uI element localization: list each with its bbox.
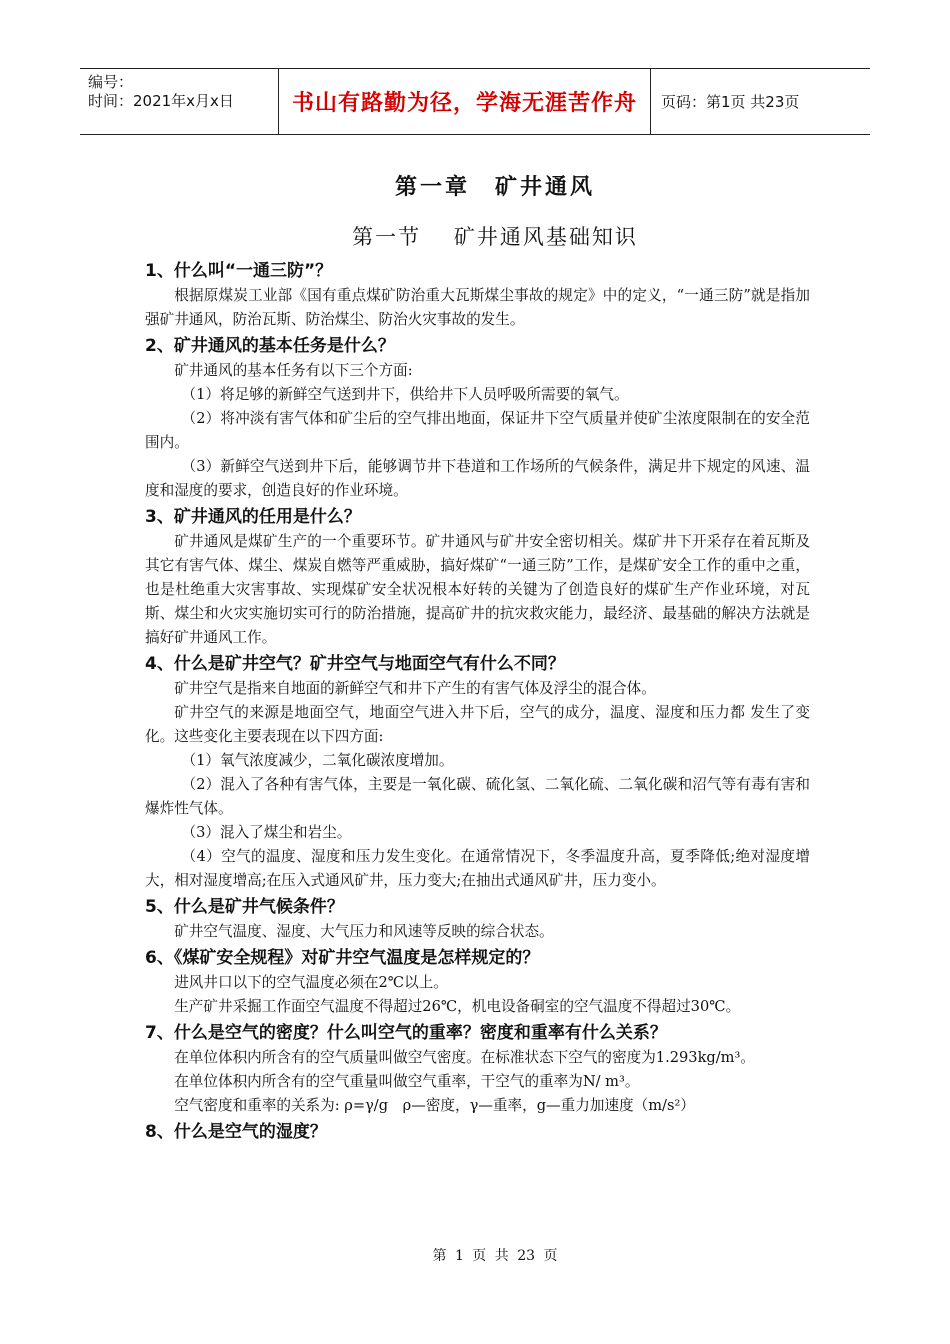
answer-paragraph: （2）混入了各种有害气体，主要是一氧化碳、硫化氢、二氧化硫、二氧化碳和沼气等有毒有害和爆炸性气体。	[145, 776, 810, 817]
header-meta	[80, 69, 278, 134]
answer-paragraph: （3）新鲜空气送到井下后，能够调节井下巷道和工作场所的气候条件，满足井下规定的风速、温度和湿度的要求，创造良好的作业环境。	[145, 458, 810, 499]
answer-paragraph: 进风井口以下的空气温度必须在2℃以上。	[174, 974, 448, 991]
chapter-title: 第一章 矿井通风	[394, 175, 595, 200]
question-title: 3、矿井通风的任用是什么？	[145, 507, 361, 527]
answer-paragraph: 矿井通风是煤矿生产的一个重要环节。矿井通风与矿井安全密切相关。煤矿井下开采存在着瓦斯及其它有害气体、煤尘、煤炭自燃等严重威胁，搞好煤矿“一通三防”工作，是煤矿安全工作的重中之重，也是杜绝重大灾害事故、实现煤矿安全状况根本好转的关键为了创造良好的煤矿生产作业环境，对瓦斯、煤尘和火灾实施切实可行的防治措施，提高矿井的抗灾救灾能力，最经济、最基础的解决方法就是搞好矿井通风工作。	[145, 533, 810, 646]
answer-paragraph: （3）混入了煤尘和岩尘。	[181, 824, 352, 841]
question-title: 2、矿井通风的基本任务是什么？	[145, 336, 395, 356]
answer-paragraph: （2）将冲淡有害气体和矿尘后的空气排出地面，保证井下空气质量并使矿尘浓度限制在的安全范围内。	[145, 410, 810, 451]
answer-paragraph: 根据原煤炭工业部《国有重点煤矿防治重大瓦斯煤尘事故的规定》中的定义，“一通三防”就是指加强矿井通风，防治瓦斯、防治煤尘、防治火灾事故的发生。	[145, 287, 810, 328]
question-title: 4、什么是矿井空气？矿井空气与地面空气有什么不同？	[145, 654, 565, 674]
answer-paragraph: （1）氧气浓度减少，二氧化碳浓度增加。	[181, 752, 454, 769]
answer-paragraph: 矿井空气温度、湿度、大气压力和风速等反映的综合状态。	[174, 923, 554, 940]
document-body	[145, 257, 810, 1145]
answer-paragraph: 空气密度和重率的关系为: ρ=γ/g ρ—密度，γ—重率，g—重力加速度（m/s²）	[174, 1097, 695, 1114]
date-label: 时间：2021年x月x日	[88, 92, 234, 110]
question-title: 7、什么是空气的密度？什么叫空气的重率？密度和重率有什么关系？	[145, 1023, 667, 1043]
answer-paragraph: 生产矿井采掘工作面空气温度不得超过26℃，机电设备硐室的空气温度不得超过30℃。	[174, 998, 741, 1015]
section-title: 第一节 矿井通风基础知识	[352, 225, 638, 249]
header-page-info: 页码：第1页 共23页	[661, 93, 800, 111]
answer-paragraph: （1）将足够的新鲜空气送到井下，供给井下人员呼吸所需要的氧气。	[181, 386, 629, 403]
question-title: 8、什么是空气的湿度？	[145, 1122, 327, 1142]
page-header	[80, 68, 870, 135]
header-motto: 书山有路勤为径，学海无涯苦作舟	[278, 69, 651, 134]
question-title: 5、什么是矿井气候条件？	[145, 897, 344, 917]
question-title: 1、什么叫“一通三防”？	[145, 261, 333, 281]
answer-paragraph: 在单位体积内所含有的空气质量叫做空气密度。在标准状态下空气的密度为1.293kg/m³。	[174, 1049, 755, 1066]
number-label: 编号：	[88, 73, 134, 91]
answer-paragraph: 矿井通风的基本任务有以下三个方面:	[174, 362, 413, 379]
page-footer: 第 1 页 共 23 页	[432, 1248, 558, 1264]
answer-paragraph: （4）空气的温度、湿度和压力发生变化。在通常情况下，冬季温度升高，夏季降低;绝对湿度增大，相对湿度增高;在压入式通风矿井，压力变大;在抽出式通风矿井，压力变小。	[145, 848, 810, 889]
answer-paragraph: 矿井空气是指来自地面的新鲜空气和井下产生的有害气体及浮尘的混合体。	[174, 680, 656, 697]
answer-paragraph: 矿井空气的来源是地面空气，地面空气进入井下后，空气的成分，温度、湿度和压力都 发生了变化。这些变化主要表现在以下四方面:	[145, 704, 810, 745]
answer-paragraph: 在单位体积内所含有的空气重量叫做空气重率，干空气的重率为N/ m³。	[174, 1073, 640, 1090]
question-title: 6、《煤矿安全规程》对矿井空气温度是怎样规定的？	[145, 948, 540, 968]
